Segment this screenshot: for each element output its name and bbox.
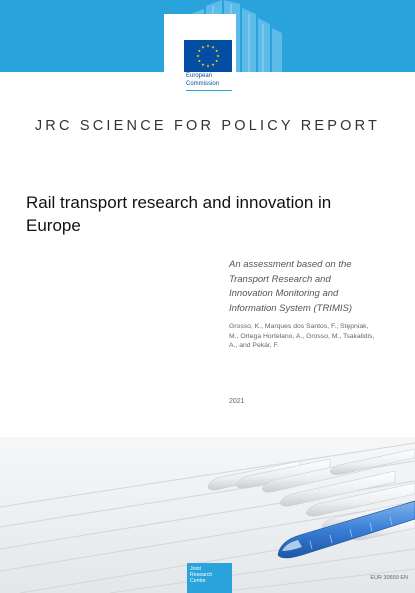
ec-logo-underline (186, 90, 232, 91)
ec-logo-line2: Commission (186, 80, 220, 87)
ec-logo-line1: European (186, 73, 213, 79)
ec-logo-text (186, 73, 219, 88)
report-title (26, 191, 386, 237)
subtitle-line: Innovation Monitoring and (229, 288, 339, 300)
report-number: EUR 30659 EN (370, 575, 408, 581)
eu-flag-icon (184, 40, 232, 72)
report-year: 2021 (229, 398, 245, 405)
authors-line: M., Ortega Hortelano, A., Grosso, M., Tsakalidis, (229, 332, 375, 340)
subtitle-line: Transport Research and (229, 273, 331, 285)
authors-line: Grosso, K., Marques dos Santos, F., Stępniak, (229, 323, 369, 330)
authors-line: A., and Pekár, F. (229, 342, 279, 350)
report-authors (229, 322, 379, 351)
report-title-line2: Europe (26, 216, 81, 235)
subtitle-line: An assessment based on the (229, 259, 352, 270)
jrc-logo-text (190, 566, 212, 585)
series-title: JRC SCIENCE FOR POLICY REPORT (34, 118, 381, 134)
report-title-line1: Rail transport research and innovation in (26, 193, 332, 212)
jrc-logo-line3: Centre (190, 578, 206, 585)
jrc-logo-line1: Joint (190, 566, 201, 572)
report-subtitle (229, 258, 379, 316)
subtitle-line: Information System (TRIMIS) (229, 302, 352, 314)
jrc-logo-line2: Research (190, 572, 213, 579)
